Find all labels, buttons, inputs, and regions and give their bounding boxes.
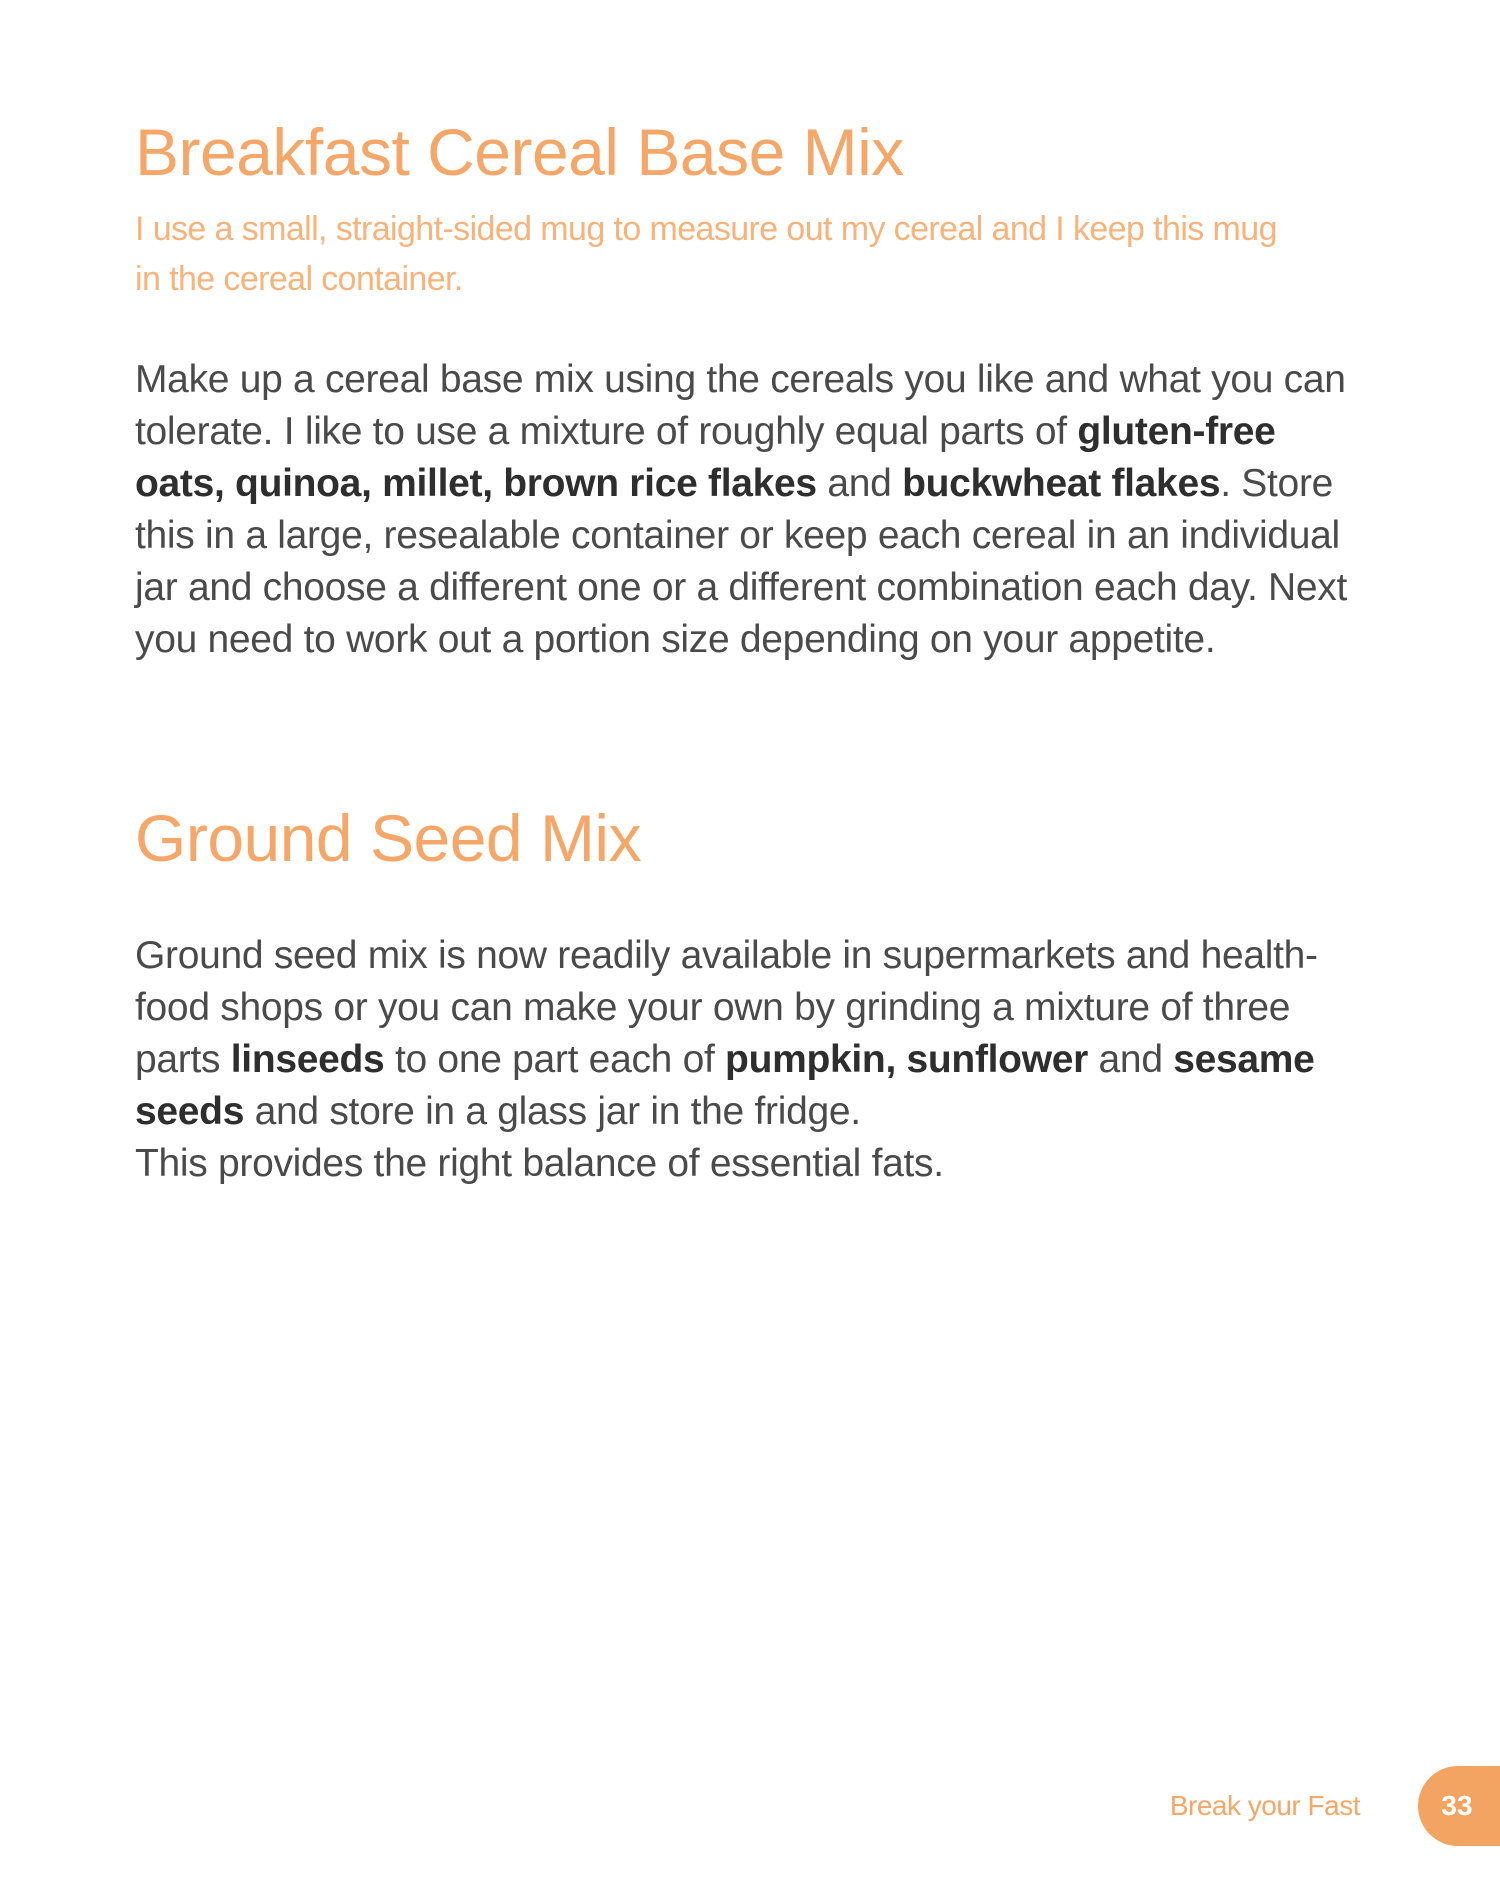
section-heading: Breakfast Cereal Base Mix <box>135 115 904 189</box>
bold-ingredients-run: pumpkin, sunflower <box>725 1038 1088 1081</box>
page-number: 33 <box>1441 1790 1473 1821</box>
bold-ingredients-run: gluten-free oats, quinoa, millet, brown rice flakes <box>135 410 1276 505</box>
body-text-run: Make up a cereal base mix using the cereals you like and what you can tolerate. I like to use a mixture of roughly equal parts of <box>135 358 1346 453</box>
body-text-run: and <box>816 462 903 505</box>
body-text-run: and <box>1088 1038 1174 1081</box>
body-text-run: Ground seed mix is now readily available in supermarkets and health-food shops or you can make your own by grinding a mixture of three parts <box>135 934 1318 1081</box>
bold-ingredients-run: buckwheat flakes <box>902 462 1221 505</box>
body-text-run: and store in a glass jar in the fridge. <box>244 1090 861 1133</box>
section-ground-seed-mix <box>135 798 1365 1190</box>
section-breakfast-cereal-base-mix <box>135 112 1365 666</box>
page-number-badge <box>1418 1766 1500 1846</box>
bold-ingredients-run: linseeds <box>230 1038 385 1081</box>
page-footer <box>1170 1766 1500 1846</box>
footer-section-label: Break your Fast <box>1169 1790 1360 1821</box>
bold-ingredients-run: sesame seeds <box>135 1038 1315 1133</box>
section-heading: Ground Seed Mix <box>135 801 642 875</box>
body-text-run: . Store this in a large, resealable container or keep each cereal in an individual jar and choose a different one or a different combination each day. Next you need to work out a portion size depending on your appetite. <box>135 462 1348 661</box>
section-body-paragraph <box>135 930 1365 1190</box>
section-subheading: I use a small, straight-sided mug to measure out my cereal and I keep this mug in the cereal container. <box>135 210 1277 298</box>
body-text-line: This provides the right balance of essential fats. <box>135 1142 944 1185</box>
body-text-run: to one part each of <box>384 1038 726 1081</box>
section-body-paragraph <box>135 354 1365 666</box>
